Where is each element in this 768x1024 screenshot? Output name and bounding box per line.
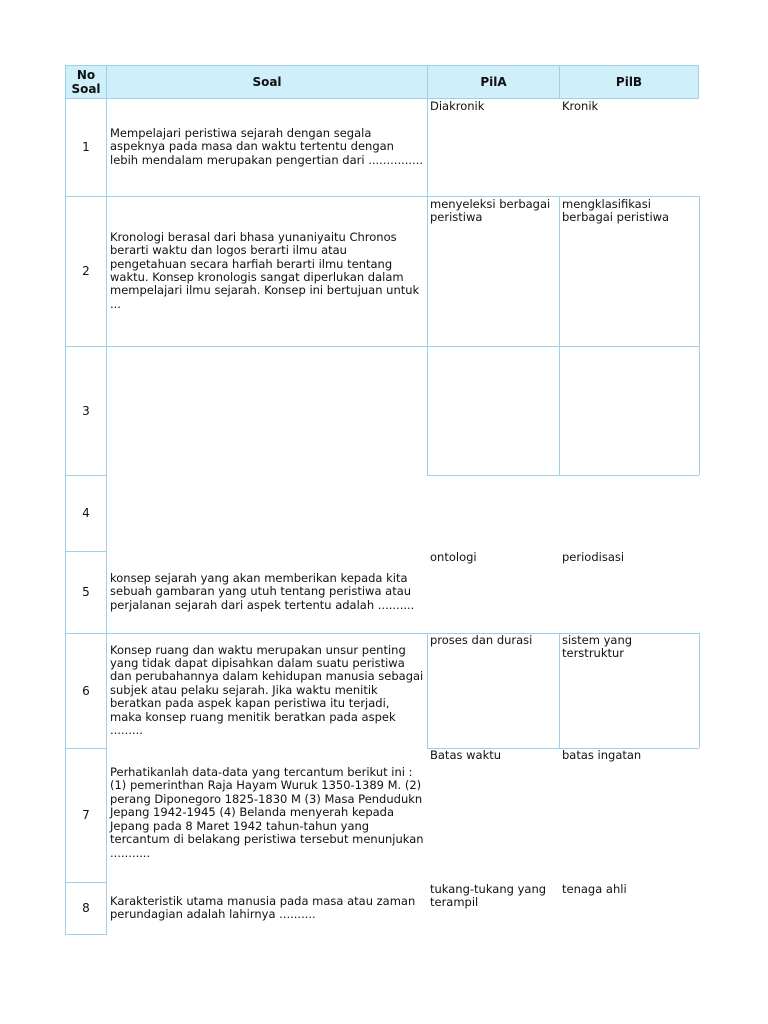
question-text-7	[107, 760, 427, 866]
question-text-6	[107, 633, 427, 748]
question-text-5	[107, 556, 427, 628]
column-divider	[699, 196, 700, 475]
answer-b-1: Kronik	[562, 99, 599, 113]
row-divider	[65, 196, 107, 197]
question-text-1	[107, 98, 427, 196]
question-text-8	[107, 882, 427, 934]
header-soal-label: Soal	[252, 75, 282, 89]
question-text-3	[107, 346, 427, 475]
row-number-7: 7	[65, 748, 107, 882]
question-text: Kronologi berasal dari bhasa yunaniyaitu Chronos berarti waktu dan logos berarti ilmu atau pengetahuan secara harfiah berarti ilmu tentang waktu. Konsep kronologis sangat diperlukan dalam mempelajari ilmu sejarah. Konsep ini bertujuan untuk ...	[110, 229, 420, 311]
header-pila	[427, 65, 560, 99]
row-divider	[65, 551, 107, 552]
answer-b-8: tenaga ahli	[562, 882, 627, 896]
answer-a-5: ontologi	[430, 550, 477, 564]
row-number-4: 4	[65, 475, 107, 551]
row-divider	[65, 633, 107, 634]
row-number-1: 1	[65, 98, 107, 196]
row-number-6: 6	[65, 633, 107, 748]
question-text: Mempelajari peristiwa sejarah dengan segala aspeknya pada masa dan waktu tertentu dengan lebih mendalam merupakan pengertian dari ...............	[110, 125, 424, 167]
answer-a-8: tukang-tukang yang terampil	[430, 882, 547, 910]
header-pilb-label: PilB	[615, 75, 643, 89]
question-text: Karakteristik utama manusia pada masa atau zaman perundagian adalah lahirnya ..........	[110, 893, 416, 921]
answer-a-6: proses dan durasi	[430, 633, 533, 647]
question-text: konsep sejarah yang akan memberikan kepada kita sebuah gambaran yang utuh tentang peristiwa atau perjalanan sejarah dari aspek tertentu adalah ..........	[110, 570, 415, 612]
row-divider	[65, 882, 107, 883]
row-divider	[65, 748, 107, 749]
answer-b-2: mengklasifikasi berbagai peristiwa	[562, 197, 670, 225]
header-pila-label: PilA	[480, 75, 507, 89]
row-divider	[427, 475, 699, 476]
answer-b-3	[559, 347, 699, 348]
row-number-3: 3	[65, 346, 107, 475]
answer-b-7: batas ingatan	[562, 748, 642, 762]
answer-b-6: sistem yang terstruktur	[562, 633, 633, 661]
row-number-5: 5	[65, 551, 107, 633]
header-pilb	[559, 65, 699, 99]
question-text-2	[107, 196, 427, 346]
row-number-8: 8	[65, 882, 107, 934]
answer-a-3	[427, 347, 559, 348]
column-divider	[699, 633, 700, 748]
header-soal	[106, 65, 428, 99]
row-divider	[65, 346, 107, 347]
header-no-soal-label: No Soal	[71, 68, 101, 96]
row-divider	[65, 475, 107, 476]
answer-a-1: Diakronik	[430, 99, 485, 113]
column-divider	[427, 98, 428, 475]
header-no-soal	[65, 65, 107, 99]
question-text: Perhatikanlah data-data yang tercantum berikut ini : (1) pemerinthan Raja Hayam Wuruk 1350-1389 M. (2) perang Diponegoro 1825-1830 M (3) Masa Pendudukn Jepang 1942-1945 (4) Belanda menyerah kepada Jepang pada 8 Maret 1942 tahun-tahun yang tercantum di belakang peristiwa tersebut menunjukan ...........	[110, 765, 424, 860]
answer-a-7: Batas waktu	[430, 748, 502, 762]
answer-b-5: periodisasi	[562, 550, 625, 564]
question-text: Konsep ruang dan waktu merupakan unsur penting yang tidak dapat dipisahkan dalam suatu peristiwa dan perubahannya dalam kehidupan manusia sebagai subjek atau pelaku sejarah. Jika waktu menitik beratkan pada aspek kapan peristiwa itu terjadi, maka konsep ruang menitik beratkan pada aspek .........	[110, 642, 424, 738]
answer-a-2: menyeleksi berbagai peristiwa	[430, 197, 551, 225]
column-divider	[559, 196, 560, 475]
row-divider	[65, 934, 107, 935]
row-number-2: 2	[65, 196, 107, 346]
column-divider	[427, 633, 428, 748]
